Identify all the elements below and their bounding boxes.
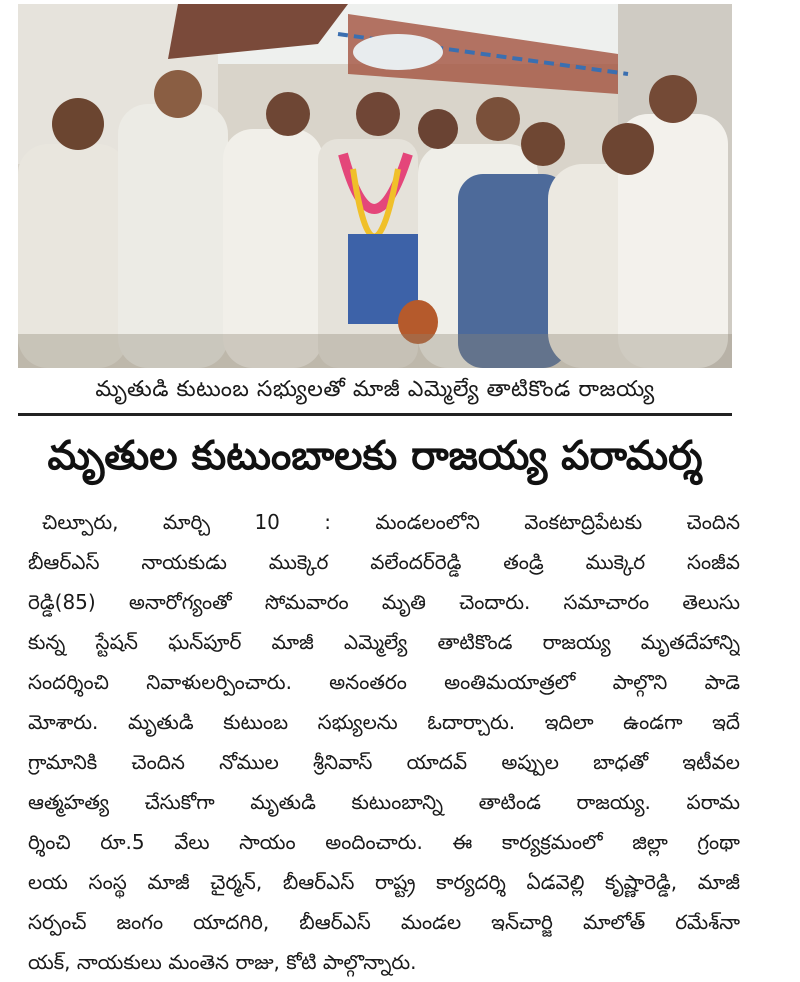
photo-caption: మృతుడి కుటుంబ సభ్యులతో మాజీ ఎమ్మెల్యే తాటికొండ రాజయ్య [18,370,732,416]
article-line: సర్పంచ్ జంగం యాదగిరి, బీఆర్ఎస్ మండల ఇన్‌చార్జి మాలోత్ రమేశ్‌నా [28,910,740,934]
article-line: గ్రామానికి చెందిన నోముల శ్రీనివాస్ యాదవ్ అప్పుల బాధతో ఇటీవల [28,750,740,774]
article-line: యక్, నాయకులు మంతెన రాజు, కోటి పాల్గొన్నారు. [28,950,417,974]
news-photo-icon [18,4,732,368]
article-line: లయ సంస్థ మాజీ చైర్మన్, బీఆర్ఎస్ రాష్ట్ర కార్యదర్శి ఏడవెల్లి కృష్ణారెడ్డి, మాజీ [28,870,740,894]
article-line: ఆత్మహత్య చేసుకోగా మృతుడి కుటుంబాన్ని తాటిండ రాజయ్య. పరామ [28,790,740,814]
news-photo [18,4,732,368]
article-line: సందర్శించి నివాళులర్పించారు. అనంతరం అంతిమయాత్రలో పాల్గొని పాడె [28,670,740,694]
article-line: రెడ్డి(85) అనారోగ్యంతో సోమవారం మృతి చెందారు. సమాచారం తెలుసు [28,590,740,614]
article-line: బీఆర్ఎస్ నాయకుడు ముక్కెర వలేందర్‌రెడ్డి తండ్రి ముక్కెర సంజీవ [28,550,740,574]
article-body [28,502,740,982]
article-line: ర్శించి రూ.5 వేలు సాయం అందించారు. ఈ కార్యక్రమంలో జిల్లా గ్రంథా [28,830,740,854]
article-headline: మృతుల కుటుంబాలకు రాజయ్య పరామర్శ [47,433,703,479]
article-line: కున్న స్టేషన్ ఘన్‌పూర్ మాజీ ఎమ్మెల్యే తాటికొండ రాజయ్య మృతదేహాన్ని [28,630,740,654]
article-line: చిల్పూరు, మార్చి 10 : మండలంలోని వెంకటాద్రిపేటకు చెందిన [42,510,740,534]
article-line: మోశారు. మృతుడి కుటుంబ సభ్యులను ఓదార్చారు. ఇదిలా ఉండగా ఇదే [28,710,740,734]
